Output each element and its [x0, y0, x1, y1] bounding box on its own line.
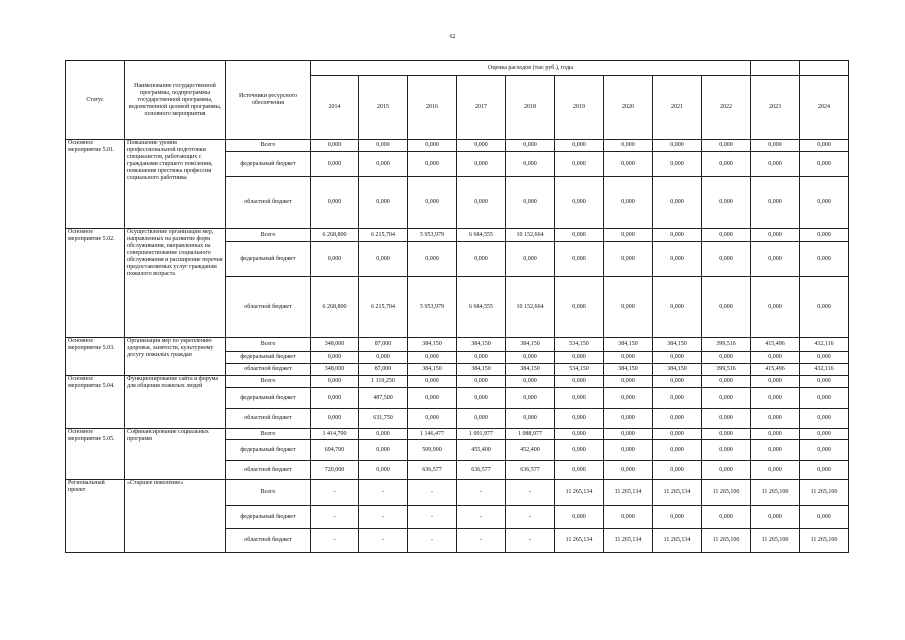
value-cell: 415,496	[751, 364, 800, 376]
value-cell: 384,150	[457, 338, 506, 352]
table-row	[66, 338, 849, 352]
value-cell: 0,000	[653, 440, 702, 461]
source-cell: областной бюджет	[226, 177, 311, 229]
value-cell: 0,000	[408, 409, 457, 429]
value-cell: 384,150	[653, 338, 702, 352]
table-row	[66, 429, 849, 440]
value-cell: 0,000	[408, 140, 457, 152]
value-cell: 0,000	[702, 409, 751, 429]
value-cell: 0,000	[555, 461, 604, 480]
value-cell: 0,000	[702, 461, 751, 480]
value-cell: 11 265,134	[653, 480, 702, 506]
value-cell: 0,000	[751, 242, 800, 277]
value-cell: 0,000	[604, 440, 653, 461]
value-cell: 348,000	[311, 338, 359, 352]
value-cell: -	[457, 506, 506, 529]
value-cell: 0,000	[457, 388, 506, 409]
table-body	[66, 140, 849, 553]
value-cell: 0,000	[457, 152, 506, 177]
value-cell: 0,000	[604, 388, 653, 409]
value-cell: 0,000	[604, 461, 653, 480]
value-cell: 0,000	[751, 440, 800, 461]
value-cell: 0,000	[408, 242, 457, 277]
source-cell: федеральный бюджет	[226, 388, 311, 409]
header-year: 2020	[604, 76, 653, 140]
value-cell: 384,150	[604, 364, 653, 376]
value-cell: 0,000	[800, 242, 849, 277]
value-cell: 0,000	[653, 352, 702, 364]
value-cell: 636,577	[506, 461, 555, 480]
value-cell: 432,116	[800, 338, 849, 352]
header-status: Статус	[66, 61, 125, 140]
value-cell: 11 265,100	[702, 480, 751, 506]
value-cell: 0,000	[359, 177, 408, 229]
value-cell: 0,000	[653, 376, 702, 388]
value-cell: 384,150	[653, 364, 702, 376]
value-cell: 415,496	[751, 338, 800, 352]
value-cell: 0,000	[800, 440, 849, 461]
value-cell: 0,000	[555, 242, 604, 277]
value-cell: 0,000	[751, 140, 800, 152]
value-cell: 0,000	[311, 409, 359, 429]
value-cell: 0,000	[653, 140, 702, 152]
value-cell: 0,000	[457, 376, 506, 388]
value-cell: 0,000	[751, 409, 800, 429]
header-blank-2024	[800, 61, 849, 76]
value-cell: 11 265,100	[800, 529, 849, 553]
header-row-top	[66, 61, 849, 76]
value-cell: 1 091,977	[457, 429, 506, 440]
value-cell: -	[408, 529, 457, 553]
value-cell: 5 953,979	[408, 229, 457, 242]
value-cell: 0,000	[457, 242, 506, 277]
value-cell: 0,000	[653, 506, 702, 529]
value-cell: 384,150	[604, 338, 653, 352]
value-cell: 0,000	[604, 352, 653, 364]
value-cell: 384,150	[506, 338, 555, 352]
value-cell: 0,000	[702, 140, 751, 152]
value-cell: 0,000	[555, 506, 604, 529]
value-cell: 452,400	[506, 440, 555, 461]
header-blank-2023	[751, 61, 800, 76]
value-cell: 11 265,100	[751, 480, 800, 506]
header-year: 2019	[555, 76, 604, 140]
value-cell: 0,000	[800, 388, 849, 409]
value-cell: 455,400	[457, 440, 506, 461]
value-cell: 6 215,704	[359, 229, 408, 242]
value-cell: 0,000	[751, 277, 800, 338]
status-cell: Региональный проект	[66, 480, 125, 553]
value-cell: 0,000	[311, 152, 359, 177]
value-cell: -	[359, 529, 408, 553]
value-cell: -	[457, 529, 506, 553]
value-cell: 0,000	[506, 388, 555, 409]
value-cell: 0,000	[751, 429, 800, 440]
program-name-cell: Осуществление организации мер, направленных на развитие форм обслуживания, направленных на совершенствование социального обслуживания и расширение перечня предоставляемых услуг гражданам пожилого возраста	[125, 229, 226, 338]
value-cell: 11 265,134	[555, 480, 604, 506]
value-cell: 0,000	[653, 177, 702, 229]
value-cell: 1 088,977	[506, 429, 555, 440]
source-cell: Всего	[226, 229, 311, 242]
value-cell: 0,000	[751, 388, 800, 409]
value-cell: 6 684,555	[457, 229, 506, 242]
header-year: 2018	[506, 76, 555, 140]
value-cell: 0,000	[751, 177, 800, 229]
value-cell: 487,500	[359, 388, 408, 409]
value-cell: 0,000	[653, 277, 702, 338]
source-cell: федеральный бюджет	[226, 506, 311, 529]
value-cell: 0,000	[653, 461, 702, 480]
value-cell: 10 152,664	[506, 229, 555, 242]
value-cell: 0,000	[800, 177, 849, 229]
header-year: 2015	[359, 76, 408, 140]
header-year: 2014	[311, 76, 359, 140]
value-cell: 636,577	[408, 461, 457, 480]
value-cell: 0,000	[751, 352, 800, 364]
value-cell: -	[311, 506, 359, 529]
value-cell: 0,000	[653, 388, 702, 409]
value-cell: 11 265,134	[604, 480, 653, 506]
budget-table	[65, 60, 849, 553]
value-cell: 0,000	[702, 440, 751, 461]
source-cell: федеральный бюджет	[226, 242, 311, 277]
value-cell: 1 414,700	[311, 429, 359, 440]
value-cell: 0,000	[702, 229, 751, 242]
value-cell: 0,000	[555, 152, 604, 177]
value-cell: 5 953,979	[408, 277, 457, 338]
value-cell: 432,116	[800, 364, 849, 376]
value-cell: 0,000	[604, 429, 653, 440]
value-cell: 0,000	[604, 177, 653, 229]
value-cell: 0,000	[457, 177, 506, 229]
value-cell: 0,000	[555, 409, 604, 429]
source-cell: областной бюджет	[226, 461, 311, 480]
program-name-cell: Софинансирование социальных программ	[125, 429, 226, 480]
program-name-cell: Организация мер по укреплению здоровья, занятости, культурному досугу пожилых граждан	[125, 338, 226, 376]
value-cell: 0,000	[702, 376, 751, 388]
value-cell: 0,000	[359, 440, 408, 461]
source-cell: Всего	[226, 429, 311, 440]
source-cell: областной бюджет	[226, 364, 311, 376]
value-cell: 6 268,800	[311, 229, 359, 242]
value-cell: 0,000	[604, 229, 653, 242]
value-cell: 0,000	[555, 229, 604, 242]
value-cell: 0,000	[800, 506, 849, 529]
value-cell: 0,000	[751, 461, 800, 480]
value-cell: 0,000	[702, 242, 751, 277]
status-cell: Основное мероприятие 5.01.	[66, 140, 125, 229]
value-cell: 0,000	[653, 242, 702, 277]
value-cell: 0,000	[604, 277, 653, 338]
value-cell: 0,000	[800, 152, 849, 177]
source-cell: Всего	[226, 338, 311, 352]
value-cell: 348,000	[311, 364, 359, 376]
value-cell: 636,577	[457, 461, 506, 480]
value-cell: 11 265,134	[604, 529, 653, 553]
value-cell: 0,000	[506, 177, 555, 229]
value-cell: 0,000	[751, 376, 800, 388]
value-cell: 0,000	[604, 409, 653, 429]
table-row	[66, 229, 849, 242]
value-cell: 11 265,100	[702, 529, 751, 553]
value-cell: 509,900	[408, 440, 457, 461]
source-cell: Всего	[226, 376, 311, 388]
value-cell: 399,516	[702, 338, 751, 352]
value-cell: 0,000	[800, 376, 849, 388]
value-cell: 0,000	[555, 277, 604, 338]
value-cell: 399,516	[702, 364, 751, 376]
value-cell: 0,000	[702, 277, 751, 338]
source-cell: областной бюджет	[226, 529, 311, 553]
value-cell: 0,000	[359, 140, 408, 152]
value-cell: -	[311, 529, 359, 553]
value-cell: 10 152,664	[506, 277, 555, 338]
value-cell: 6 684,555	[457, 277, 506, 338]
value-cell: 0,000	[702, 429, 751, 440]
value-cell: 0,000	[702, 177, 751, 229]
value-cell: 720,000	[311, 461, 359, 480]
value-cell: 0,000	[702, 506, 751, 529]
source-cell: федеральный бюджет	[226, 152, 311, 177]
value-cell: 0,000	[800, 277, 849, 338]
status-cell: Основное мероприятие 5.04.	[66, 376, 125, 429]
value-cell: 384,150	[408, 364, 457, 376]
value-cell: 0,000	[408, 152, 457, 177]
value-cell: 0,000	[555, 429, 604, 440]
value-cell: 0,000	[800, 140, 849, 152]
value-cell: 6 215,704	[359, 277, 408, 338]
value-cell: 0,000	[800, 229, 849, 242]
value-cell: 1 119,250	[359, 376, 408, 388]
table-row	[66, 376, 849, 388]
value-cell: 0,000	[653, 429, 702, 440]
value-cell: 0,000	[800, 461, 849, 480]
value-cell: 0,000	[506, 152, 555, 177]
value-cell: 11 265,134	[653, 529, 702, 553]
value-cell: 0,000	[555, 177, 604, 229]
value-cell: 0,000	[751, 506, 800, 529]
value-cell: 0,000	[653, 152, 702, 177]
header-year: 2016	[408, 76, 457, 140]
value-cell: 11 265,134	[555, 529, 604, 553]
value-cell: 0,000	[555, 388, 604, 409]
value-cell: 0,000	[751, 152, 800, 177]
value-cell: 0,000	[702, 388, 751, 409]
source-cell: Всего	[226, 480, 311, 506]
value-cell: 0,000	[311, 376, 359, 388]
value-cell: 0,000	[555, 376, 604, 388]
value-cell: 0,000	[653, 409, 702, 429]
header-year: 2024	[800, 76, 849, 140]
value-cell: 0,000	[506, 409, 555, 429]
header-name: Наименование государственной программы, подпрограммы государственной программы, ведомственной целевой программы, основного мероприятия	[125, 61, 226, 140]
value-cell: 0,000	[506, 352, 555, 364]
value-cell: -	[506, 529, 555, 553]
value-cell: 0,000	[311, 388, 359, 409]
value-cell: 0,000	[604, 376, 653, 388]
value-cell: 0,000	[702, 352, 751, 364]
value-cell: 0,000	[359, 352, 408, 364]
header-year: 2021	[653, 76, 702, 140]
value-cell: 0,000	[457, 140, 506, 152]
value-cell: 0,000	[555, 440, 604, 461]
status-cell: Основное мероприятие 5.03.	[66, 338, 125, 376]
value-cell: 0,000	[604, 152, 653, 177]
value-cell: 0,000	[359, 461, 408, 480]
value-cell: 694,700	[311, 440, 359, 461]
source-cell: федеральный бюджет	[226, 440, 311, 461]
value-cell: 534,150	[555, 338, 604, 352]
header-year: 2017	[457, 76, 506, 140]
value-cell: 384,150	[506, 364, 555, 376]
value-cell: 0,000	[359, 429, 408, 440]
value-cell: -	[457, 480, 506, 506]
value-cell: 0,000	[800, 409, 849, 429]
header-year: 2023	[751, 76, 800, 140]
value-cell: 0,000	[506, 140, 555, 152]
value-cell: 0,000	[408, 352, 457, 364]
value-cell: -	[408, 506, 457, 529]
value-cell: 0,000	[653, 229, 702, 242]
value-cell: 0,000	[800, 352, 849, 364]
program-name-cell: Функционирование сайта и форума для общения пожилых людей	[125, 376, 226, 429]
value-cell: 0,000	[311, 242, 359, 277]
value-cell: 0,000	[311, 177, 359, 229]
value-cell: 0,000	[555, 352, 604, 364]
value-cell: 0,000	[408, 177, 457, 229]
value-cell: 631,750	[359, 409, 408, 429]
value-cell: -	[359, 480, 408, 506]
source-cell: областной бюджет	[226, 277, 311, 338]
status-cell: Основное мероприятие 5.05.	[66, 429, 125, 480]
value-cell: 0,000	[506, 376, 555, 388]
source-cell: федеральный бюджет	[226, 352, 311, 364]
value-cell: 0,000	[359, 242, 408, 277]
value-cell: 87,000	[359, 364, 408, 376]
value-cell: 0,000	[457, 409, 506, 429]
value-cell: 0,000	[359, 152, 408, 177]
program-name-cell: Повышение уровня профессиональной подготовки специалистов, работающих с гражданами старшего поколения, повышение престижа профессии социального работника	[125, 140, 226, 229]
value-cell: 11 265,100	[800, 480, 849, 506]
value-cell: 534,150	[555, 364, 604, 376]
value-cell: 0,000	[457, 352, 506, 364]
value-cell: 0,000	[702, 152, 751, 177]
value-cell: 0,000	[555, 140, 604, 152]
value-cell: 0,000	[311, 352, 359, 364]
value-cell: -	[506, 480, 555, 506]
value-cell: -	[359, 506, 408, 529]
value-cell: 11 265,100	[751, 529, 800, 553]
value-cell: 0,000	[751, 229, 800, 242]
value-cell: 6 268,800	[311, 277, 359, 338]
header-source: Источники ресурсного обеспечения	[226, 61, 311, 140]
value-cell: 0,000	[408, 376, 457, 388]
value-cell: 0,000	[506, 242, 555, 277]
value-cell: 0,000	[604, 242, 653, 277]
value-cell: 1 146,477	[408, 429, 457, 440]
page-number: 62	[449, 34, 456, 40]
value-cell: -	[311, 480, 359, 506]
value-cell: 0,000	[604, 506, 653, 529]
value-cell: -	[506, 506, 555, 529]
value-cell: -	[408, 480, 457, 506]
value-cell: 0,000	[604, 140, 653, 152]
program-name-cell: «Старшее поколение»	[125, 480, 226, 553]
source-cell: областной бюджет	[226, 409, 311, 429]
value-cell: 0,000	[408, 388, 457, 409]
source-cell: Всего	[226, 140, 311, 152]
table-row	[66, 140, 849, 152]
value-cell: 384,150	[457, 364, 506, 376]
header-year: 2022	[702, 76, 751, 140]
header-estimate: Оценка расходов (тыс руб.), годы	[311, 61, 751, 76]
value-cell: 87,000	[359, 338, 408, 352]
table-row	[66, 480, 849, 506]
value-cell: 0,000	[311, 140, 359, 152]
status-cell: Основное мероприятие 5.02.	[66, 229, 125, 338]
value-cell: 0,000	[800, 429, 849, 440]
value-cell: 384,150	[408, 338, 457, 352]
